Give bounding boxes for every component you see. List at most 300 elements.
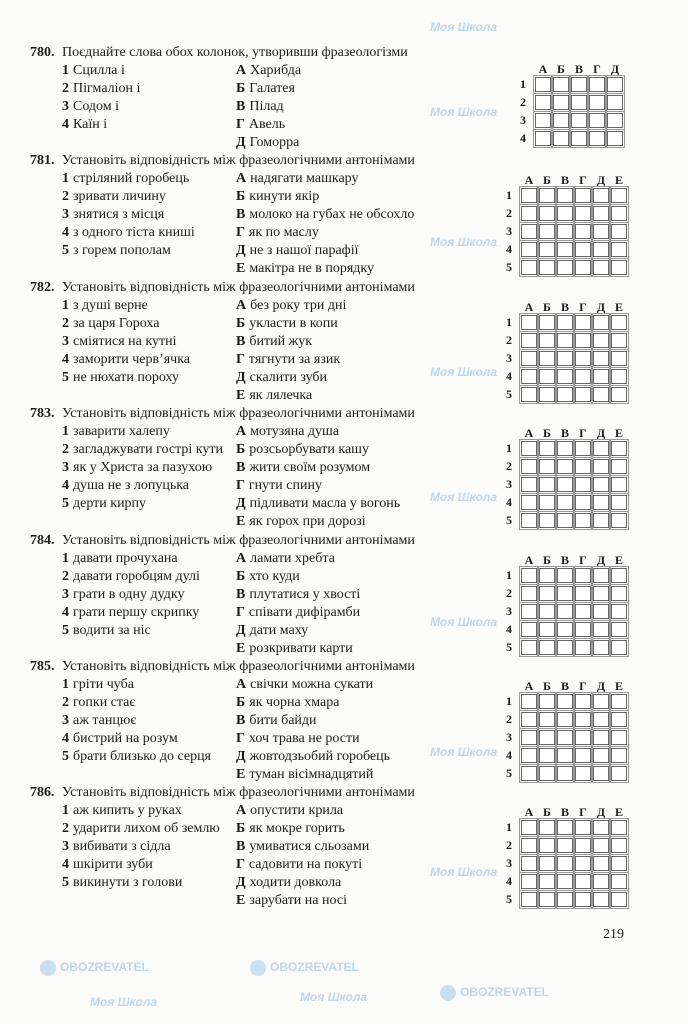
answer-cell[interactable]: [539, 712, 555, 727]
answer-cell[interactable]: [575, 820, 591, 835]
answer-cell[interactable]: [521, 188, 537, 203]
answer-cell[interactable]: [575, 748, 591, 763]
answer-cell[interactable]: [607, 113, 623, 128]
answer-cell[interactable]: [521, 766, 537, 781]
answer-cell[interactable]: [521, 495, 537, 510]
answer-cell[interactable]: [557, 224, 573, 239]
answer-cell[interactable]: [539, 369, 555, 384]
answer-cell[interactable]: [593, 477, 609, 492]
item-letter: В: [236, 207, 246, 222]
answer-cell[interactable]: [521, 838, 537, 853]
item-text: хоч трава не рости: [248, 731, 360, 746]
answer-cell[interactable]: [571, 77, 587, 92]
left-item: [62, 677, 134, 693]
answer-cell[interactable]: [575, 495, 591, 510]
answer-cell[interactable]: [575, 459, 591, 474]
item-letter: А: [236, 424, 247, 439]
answer-cell[interactable]: [611, 369, 627, 384]
answer-cell[interactable]: [607, 77, 623, 92]
answer-cell[interactable]: [521, 892, 537, 907]
answer-cell[interactable]: [539, 838, 555, 853]
answer-cell[interactable]: [575, 892, 591, 907]
question-title: Установіть відповідність між фразеологічними антонімами: [62, 280, 415, 295]
answer-cell[interactable]: [557, 188, 573, 203]
item-text: зарубати на носі: [249, 893, 347, 908]
answer-cell[interactable]: [611, 640, 627, 655]
answer-cell[interactable]: [521, 874, 537, 889]
answer-cell[interactable]: [521, 459, 537, 474]
item-number: 5: [62, 496, 69, 511]
answer-cell[interactable]: [557, 838, 573, 853]
item-number: 1: [62, 677, 69, 692]
answer-cell[interactable]: [521, 369, 537, 384]
item-letter: Д: [236, 623, 246, 638]
answer-cell[interactable]: [611, 224, 627, 239]
item-number: 3: [62, 713, 69, 728]
answer-cell[interactable]: [611, 206, 627, 221]
right-item: [236, 243, 359, 259]
answer-cell[interactable]: [575, 206, 591, 221]
answer-cell[interactable]: [557, 820, 573, 835]
left-item: [62, 298, 148, 314]
answer-cell[interactable]: [539, 694, 555, 709]
grid-column-label: Д: [596, 553, 606, 567]
answer-cell[interactable]: [571, 95, 587, 110]
answer-cell[interactable]: [521, 712, 537, 727]
answer-cell[interactable]: [539, 892, 555, 907]
answer-cell[interactable]: [575, 586, 591, 601]
item-text: гнути спину: [248, 478, 322, 493]
item-number: 5: [62, 370, 69, 385]
item-text: кинути якір: [249, 189, 320, 204]
item-text: укласти в копи: [249, 316, 338, 331]
answer-cell[interactable]: [539, 242, 555, 257]
answer-cell[interactable]: [593, 260, 609, 275]
answer-cell[interactable]: [557, 748, 573, 763]
answer-cell[interactable]: [593, 242, 609, 257]
answer-cell[interactable]: [575, 369, 591, 384]
item-text: підливати масла у вогонь: [249, 496, 401, 511]
answer-cell[interactable]: [575, 513, 591, 528]
answer-cell[interactable]: [593, 369, 609, 384]
right-item: [236, 803, 343, 819]
watermark-school: Моя Школа: [430, 745, 498, 759]
answer-cell[interactable]: [557, 622, 573, 637]
item-text: зривати личину: [73, 189, 166, 204]
left-item: [62, 623, 151, 639]
grid-row-label: 2: [506, 206, 512, 220]
answer-cell[interactable]: [539, 495, 555, 510]
answer-cell[interactable]: [593, 333, 609, 348]
answer-cell[interactable]: [575, 730, 591, 745]
answer-cell[interactable]: [607, 95, 623, 110]
item-number: 3: [62, 99, 69, 114]
right-item: [236, 677, 373, 693]
item-letter: Б: [236, 695, 246, 710]
right-item: [236, 117, 285, 133]
item-text: бистрий на розум: [73, 731, 178, 746]
answer-cell[interactable]: [557, 586, 573, 601]
grid-row-label: 3: [506, 351, 512, 365]
answer-cell[interactable]: [521, 820, 537, 835]
answer-cell[interactable]: [611, 604, 627, 619]
right-item: [236, 767, 373, 783]
answer-cell[interactable]: [535, 131, 551, 146]
grid-row-label: 4: [506, 242, 512, 256]
watermark-school: Моя Школа: [430, 235, 498, 249]
answer-cell[interactable]: [539, 188, 555, 203]
answer-cell[interactable]: [575, 188, 591, 203]
answer-cell[interactable]: [611, 495, 627, 510]
answer-cell[interactable]: [553, 95, 569, 110]
grid-column-label: Г: [579, 426, 587, 440]
item-text: умиватися сльозами: [249, 839, 370, 854]
answer-cell[interactable]: [611, 874, 627, 889]
answer-cell[interactable]: [593, 604, 609, 619]
item-number: 2: [62, 81, 69, 96]
answer-cell[interactable]: [535, 95, 551, 110]
answer-cell[interactable]: [539, 459, 555, 474]
answer-cell[interactable]: [611, 712, 627, 727]
left-item: [62, 839, 171, 855]
answer-cell[interactable]: [539, 856, 555, 871]
grid-column-label: Д: [596, 300, 606, 314]
answer-cell[interactable]: [593, 224, 609, 239]
answer-cell[interactable]: [611, 315, 627, 330]
answer-cell[interactable]: [575, 874, 591, 889]
answer-cell[interactable]: [521, 586, 537, 601]
answer-cell[interactable]: [535, 113, 551, 128]
answer-cell[interactable]: [611, 459, 627, 474]
answer-cell[interactable]: [557, 856, 573, 871]
answer-cell[interactable]: [593, 459, 609, 474]
right-item: [236, 641, 353, 657]
answer-cell[interactable]: [553, 113, 569, 128]
answer-cell[interactable]: [553, 131, 569, 146]
item-text: грати першу скрипку: [73, 605, 200, 620]
answer-cell[interactable]: [593, 748, 609, 763]
answer-cell[interactable]: [557, 513, 573, 528]
answer-cell[interactable]: [611, 694, 627, 709]
answer-cell[interactable]: [557, 694, 573, 709]
left-item: [62, 189, 166, 205]
answer-cell[interactable]: [539, 333, 555, 348]
answer-cell[interactable]: [593, 838, 609, 853]
answer-cell[interactable]: [539, 820, 555, 835]
answer-cell[interactable]: [593, 351, 609, 366]
answer-cell[interactable]: [521, 351, 537, 366]
item-text: туман вісімнадцятий: [249, 767, 374, 782]
answer-cell[interactable]: [575, 260, 591, 275]
answer-cell[interactable]: [557, 206, 573, 221]
answer-cell[interactable]: [557, 459, 573, 474]
answer-cell[interactable]: [557, 387, 573, 402]
answer-cell[interactable]: [557, 730, 573, 745]
answer-cell[interactable]: [539, 315, 555, 330]
answer-cell[interactable]: [611, 387, 627, 402]
left-item: [62, 81, 140, 97]
grid-column-label: В: [574, 62, 583, 76]
answer-cell[interactable]: [539, 568, 555, 583]
item-letter: А: [236, 677, 247, 692]
answer-cell[interactable]: [539, 730, 555, 745]
watermark-school: Моя Школа: [430, 865, 498, 879]
answer-cell[interactable]: [589, 131, 605, 146]
grid-row-label: 5: [506, 766, 512, 780]
item-text: з душі верне: [73, 298, 148, 313]
answer-cell[interactable]: [575, 694, 591, 709]
answer-cell[interactable]: [539, 874, 555, 889]
answer-cell[interactable]: [593, 730, 609, 745]
answer-cell[interactable]: [593, 495, 609, 510]
answer-cell[interactable]: [593, 188, 609, 203]
answer-cell[interactable]: [521, 206, 537, 221]
answer-cell[interactable]: [521, 568, 537, 583]
answer-cell[interactable]: [593, 820, 609, 835]
answer-cell[interactable]: [593, 712, 609, 727]
answer-cell[interactable]: [539, 513, 555, 528]
answer-cell[interactable]: [521, 856, 537, 871]
answer-cell[interactable]: [521, 748, 537, 763]
item-letter: В: [236, 587, 246, 602]
answer-cell[interactable]: [557, 477, 573, 492]
answer-cell[interactable]: [611, 188, 627, 203]
answer-cell[interactable]: [593, 568, 609, 583]
answer-cell[interactable]: [611, 260, 627, 275]
item-text: душа не з лопуцька: [73, 478, 190, 493]
answer-cell[interactable]: [593, 586, 609, 601]
item-number: 3: [62, 839, 69, 854]
right-item: [236, 189, 319, 205]
answer-cell[interactable]: [593, 387, 609, 402]
answer-cell[interactable]: [575, 604, 591, 619]
answer-cell[interactable]: [557, 495, 573, 510]
answer-cell[interactable]: [611, 477, 627, 492]
answer-cell[interactable]: [539, 748, 555, 763]
answer-cell[interactable]: [575, 622, 591, 637]
answer-cell[interactable]: [539, 766, 555, 781]
right-item: [236, 569, 300, 585]
grid-column-label: Б: [543, 426, 551, 440]
answer-cell[interactable]: [611, 838, 627, 853]
left-item: [62, 171, 189, 187]
answer-cell[interactable]: [611, 748, 627, 763]
answer-cell[interactable]: [571, 113, 587, 128]
left-item: [62, 857, 153, 873]
grid-column-label: В: [560, 805, 569, 819]
grid-column-label: Е: [614, 426, 623, 440]
grid-row-label: 3: [520, 113, 526, 127]
answer-cell[interactable]: [539, 260, 555, 275]
answer-cell[interactable]: [611, 441, 627, 456]
right-item: [236, 839, 369, 855]
answer-cell[interactable]: [593, 513, 609, 528]
left-item: [62, 352, 190, 368]
grid-column-label: А: [524, 173, 534, 187]
answer-cell[interactable]: [521, 640, 537, 655]
answer-cell[interactable]: [539, 586, 555, 601]
item-number: 4: [62, 352, 69, 367]
watermark-school: Моя Школа: [430, 105, 498, 119]
question-title: Установіть відповідність між фразеологічними антонімами: [62, 153, 415, 168]
answer-cell[interactable]: [575, 477, 591, 492]
answer-cell[interactable]: [557, 369, 573, 384]
grid-column-label: Б: [543, 679, 551, 693]
answer-cell[interactable]: [611, 892, 627, 907]
left-item: [62, 99, 119, 115]
answer-cell[interactable]: [521, 477, 537, 492]
item-text: не нюхати пороху: [73, 370, 179, 385]
answer-cell[interactable]: [521, 333, 537, 348]
answer-cell[interactable]: [575, 766, 591, 781]
answer-cell[interactable]: [557, 242, 573, 257]
right-item: [236, 731, 360, 747]
answer-cell[interactable]: [557, 874, 573, 889]
answer-cell[interactable]: [539, 206, 555, 221]
item-text: стріляний горобець: [73, 171, 190, 186]
answer-cell[interactable]: [521, 513, 537, 528]
answer-cell[interactable]: [589, 113, 605, 128]
answer-cell[interactable]: [557, 568, 573, 583]
answer-cell[interactable]: [521, 604, 537, 619]
answer-cell[interactable]: [575, 387, 591, 402]
answer-cell[interactable]: [593, 640, 609, 655]
answer-cell[interactable]: [575, 712, 591, 727]
answer-cell[interactable]: [593, 441, 609, 456]
answer-cell[interactable]: [589, 95, 605, 110]
answer-cell[interactable]: [557, 333, 573, 348]
answer-cell[interactable]: [611, 730, 627, 745]
item-text: молоко на губах не обсохло: [249, 207, 415, 222]
grid-column-label: В: [560, 679, 569, 693]
answer-cell[interactable]: [611, 351, 627, 366]
answer-cell[interactable]: [521, 387, 537, 402]
item-letter: Д: [236, 243, 246, 258]
answer-cell[interactable]: [575, 856, 591, 871]
answer-cell[interactable]: [611, 586, 627, 601]
answer-cell[interactable]: [553, 77, 569, 92]
answer-cell[interactable]: [593, 856, 609, 871]
item-text: не з нашої парафії: [249, 243, 359, 258]
answer-cell[interactable]: [593, 315, 609, 330]
answer-cell[interactable]: [611, 820, 627, 835]
answer-cell[interactable]: [535, 77, 551, 92]
answer-cell[interactable]: [611, 856, 627, 871]
answer-cell[interactable]: [521, 315, 537, 330]
answer-cell[interactable]: [557, 441, 573, 456]
answer-cell[interactable]: [611, 242, 627, 257]
grid-row-label: 2: [506, 459, 512, 473]
answer-cell[interactable]: [575, 315, 591, 330]
right-item: [236, 551, 335, 567]
answer-cell[interactable]: [575, 441, 591, 456]
answer-cell[interactable]: [593, 694, 609, 709]
right-item: [236, 352, 340, 368]
answer-cell[interactable]: [593, 892, 609, 907]
answer-cell[interactable]: [593, 874, 609, 889]
answer-cell[interactable]: [575, 838, 591, 853]
answer-cell[interactable]: [539, 622, 555, 637]
answer-cell[interactable]: [557, 315, 573, 330]
item-text: Харибда: [250, 63, 302, 78]
item-number: 3: [62, 460, 69, 475]
right-item: [236, 424, 339, 440]
answer-cell[interactable]: [589, 77, 605, 92]
answer-cell[interactable]: [611, 513, 627, 528]
answer-cell[interactable]: [521, 441, 537, 456]
item-letter: Г: [236, 605, 245, 620]
answer-cell[interactable]: [557, 260, 573, 275]
answer-cell[interactable]: [521, 260, 537, 275]
answer-cell[interactable]: [557, 892, 573, 907]
answer-cell[interactable]: [521, 694, 537, 709]
answer-cell[interactable]: [539, 604, 555, 619]
answer-cell[interactable]: [557, 604, 573, 619]
grid-column-label: А: [524, 805, 534, 819]
watermark-school: Моя Школа: [430, 490, 498, 504]
grid-row-label: 3: [506, 856, 512, 870]
grid-column-label: А: [524, 300, 534, 314]
item-text: дерти кирпу: [73, 496, 147, 511]
answer-cell[interactable]: [575, 640, 591, 655]
answer-cell[interactable]: [575, 224, 591, 239]
answer-cell[interactable]: [521, 224, 537, 239]
answer-cell[interactable]: [539, 387, 555, 402]
answer-cell[interactable]: [611, 622, 627, 637]
answer-cell[interactable]: [607, 131, 623, 146]
answer-cell[interactable]: [539, 477, 555, 492]
answer-cell[interactable]: [575, 333, 591, 348]
answer-cell[interactable]: [539, 351, 555, 366]
answer-cell[interactable]: [575, 351, 591, 366]
grid-row-label: 3: [506, 224, 512, 238]
item-text: дати маху: [249, 623, 309, 638]
answer-cell[interactable]: [593, 622, 609, 637]
right-item: [236, 63, 301, 79]
item-text: аж кипить у руках: [73, 803, 182, 818]
answer-cell[interactable]: [521, 242, 537, 257]
answer-cell[interactable]: [539, 441, 555, 456]
item-text: Пілад: [249, 99, 284, 114]
watermark-news: OBOZREVATEL: [440, 985, 549, 1001]
answer-cell[interactable]: [611, 333, 627, 348]
answer-cell[interactable]: [575, 568, 591, 583]
answer-cell[interactable]: [557, 640, 573, 655]
question-number: 785.: [30, 659, 55, 674]
answer-cell[interactable]: [521, 622, 537, 637]
answer-cell[interactable]: [557, 712, 573, 727]
answer-cell[interactable]: [611, 568, 627, 583]
answer-cell[interactable]: [557, 766, 573, 781]
answer-cell[interactable]: [539, 640, 555, 655]
grid-column-label: Б: [543, 805, 551, 819]
answer-cell[interactable]: [611, 766, 627, 781]
answer-cell[interactable]: [593, 766, 609, 781]
item-number: 1: [62, 424, 69, 439]
answer-cell[interactable]: [571, 131, 587, 146]
answer-cell[interactable]: [593, 206, 609, 221]
grid-column-label: В: [560, 300, 569, 314]
grid-row-label: 2: [506, 586, 512, 600]
item-letter: Б: [236, 81, 246, 96]
answer-cell[interactable]: [521, 730, 537, 745]
answer-cell[interactable]: [575, 242, 591, 257]
answer-cell[interactable]: [557, 351, 573, 366]
item-number: 2: [62, 442, 69, 457]
grid-row-label: 5: [506, 260, 512, 274]
answer-cell[interactable]: [539, 224, 555, 239]
item-number: 3: [62, 207, 69, 222]
